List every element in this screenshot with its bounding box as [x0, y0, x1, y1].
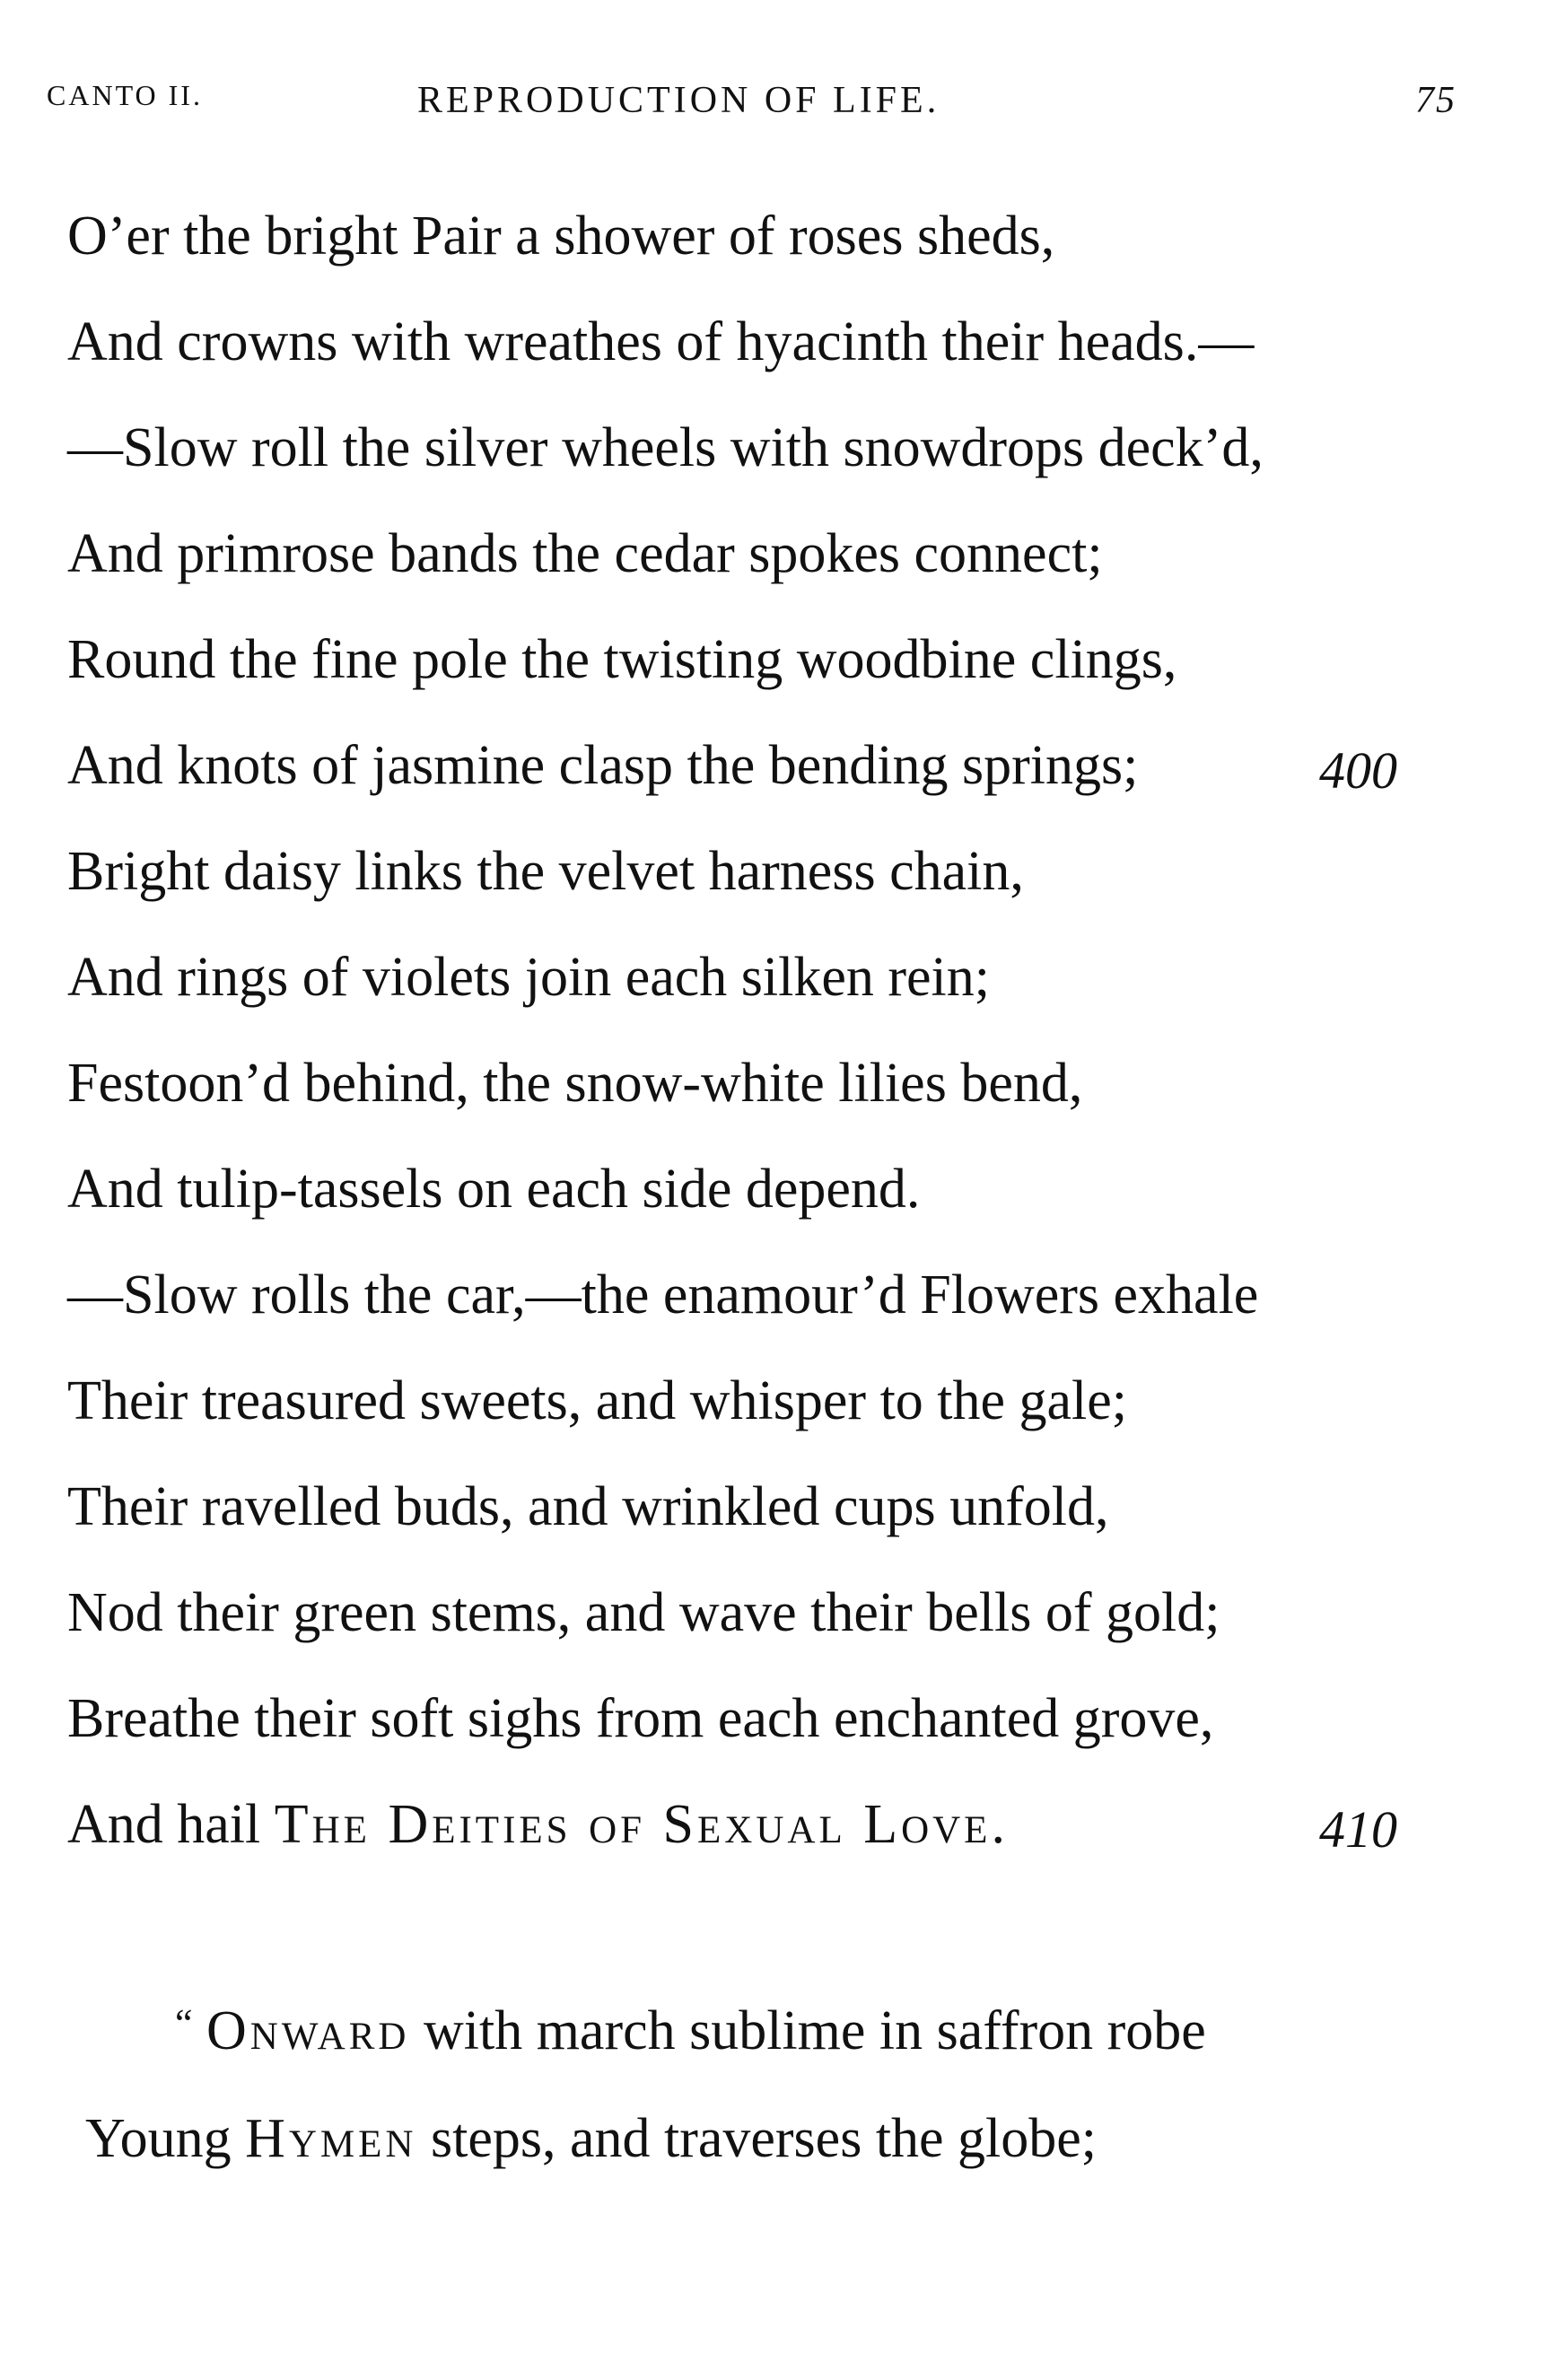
poem-line: Breathe their soft sighs from each enchanted grove, [67, 1688, 1214, 1749]
small-caps-word: Onward [206, 2000, 410, 2061]
poem-line: And rings of violets join each silken rein; [67, 947, 990, 1008]
line-text: And hail [67, 1794, 275, 1855]
line-number: 400 [1319, 741, 1397, 800]
poem-line: And primrose bands the cedar spokes connect; [67, 523, 1103, 584]
canto-label: CANTO II. [47, 79, 203, 111]
poem-line: Their treasured sweets, and whisper to the gale; [67, 1370, 1128, 1431]
open-quote: “ [175, 2001, 193, 2045]
poem-line: Round the fine pole the twisting woodbine clings, [67, 629, 1177, 690]
line-text: steps, and traverses the globe; [416, 2108, 1098, 2169]
line-number: 410 [1319, 1800, 1397, 1859]
poem-line [67, 1794, 1009, 1855]
line-text: Young [85, 2108, 246, 2169]
small-caps-name: Hymen [245, 2108, 417, 2169]
poem-line: Their ravelled buds, and wrinkled cups unfold, [67, 1476, 1109, 1537]
running-title: REPRODUCTION OF LIFE. [417, 80, 940, 121]
poem-line: —Slow rolls the car,—the enamour’d Flowers exhale [67, 1264, 1259, 1326]
poem-line: Bright daisy links the velvet harness chain, [67, 841, 1024, 902]
poem-line: Festoon’d behind, the snow-white lilies bend, [67, 1053, 1083, 1114]
poem-line: Nod their green stems, and wave their bells of gold; [67, 1582, 1220, 1643]
poem-line: O’er the bright Pair a shower of roses sheds, [67, 206, 1055, 267]
poem-line: And crowns with wreathes of hyacinth their heads.— [67, 311, 1255, 372]
small-caps-phrase: The Deities of Sexual Love. [274, 1794, 1009, 1855]
page-number: 75 [1415, 80, 1456, 121]
line-text: with march sublime in saffron robe [409, 2000, 1206, 2061]
poem-line: And knots of jasmine clasp the bending springs; [67, 735, 1139, 796]
poem-line: And tulip-tassels on each side depend. [67, 1159, 921, 1220]
poem-line [85, 2108, 1098, 2169]
poem-line [175, 2000, 1206, 2061]
poem-line: —Slow roll the silver wheels with snowdrops deck’d, [67, 417, 1264, 478]
